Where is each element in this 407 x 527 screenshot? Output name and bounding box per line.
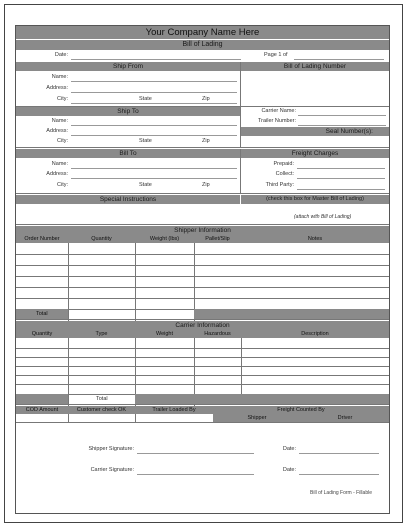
ship-to-name-field[interactable] bbox=[71, 125, 237, 126]
freight-counted-label: Freight Counted By bbox=[213, 406, 389, 414]
trailer-number-label: Trailer Number: bbox=[258, 118, 296, 124]
page-label: Page 1 of bbox=[264, 52, 288, 58]
bill-to-address-label: Address: bbox=[46, 171, 68, 177]
customer-check-label: Customer check OK bbox=[68, 406, 135, 414]
master-bol-note: (attach with Bill of Lading) bbox=[294, 214, 352, 220]
shipper-col-pallet-slip: Pallet/Slip bbox=[194, 235, 241, 243]
bill-to-city-label: City: bbox=[57, 182, 68, 188]
ship-from-address-label: Address: bbox=[46, 85, 68, 91]
carrier-col-weight: Weight bbox=[135, 330, 194, 338]
date-label: Date: bbox=[54, 52, 68, 58]
master-bol-header: (check this box for Master Bill of Lading) bbox=[241, 195, 389, 204]
driver-count-label: Driver bbox=[301, 414, 389, 422]
prepaid-label: Prepaid: bbox=[273, 161, 294, 167]
shipper-count-label: Shipper bbox=[213, 414, 301, 422]
ship-to-header: Ship To bbox=[16, 107, 240, 116]
ship-from-name-field[interactable] bbox=[71, 81, 237, 82]
date-label-2: Date: bbox=[282, 467, 296, 473]
page-field[interactable] bbox=[294, 59, 384, 60]
third-party-field[interactable] bbox=[297, 189, 385, 190]
trailer-number-field[interactable] bbox=[298, 125, 386, 126]
carrier-total-label: Total bbox=[96, 396, 108, 402]
ship-from-zip-label: Zip bbox=[202, 96, 210, 102]
seal-numbers-header: Seal Number(s): bbox=[241, 127, 389, 136]
carrier-info-header: Carrier Information bbox=[16, 321, 389, 330]
shipper-col-quantity: Quantity bbox=[68, 235, 135, 243]
carrier-name-field[interactable] bbox=[298, 115, 386, 116]
bill-to-zip-label: Zip bbox=[202, 182, 210, 188]
carrier-col-hazardous: Hazardous bbox=[194, 330, 241, 338]
prepaid-field[interactable] bbox=[297, 168, 385, 169]
bill-to-state-label: State bbox=[139, 182, 152, 188]
ship-to-name-label: Name: bbox=[51, 118, 68, 124]
ship-to-address-label: Address: bbox=[46, 128, 68, 134]
third-party-label: Third Party: bbox=[265, 182, 294, 188]
bill-to-header: Bill To bbox=[16, 149, 240, 158]
ship-from-city-field[interactable] bbox=[71, 103, 237, 104]
shipper-info-header: Shipper Information bbox=[16, 226, 389, 235]
company-name: Your Company Name Here bbox=[16, 26, 389, 39]
date-field[interactable] bbox=[71, 59, 241, 60]
page bbox=[4, 4, 403, 523]
bill-to-name-field[interactable] bbox=[71, 168, 237, 169]
carrier-col-quantity: Quantity bbox=[16, 330, 68, 338]
date-label-1: Date: bbox=[282, 446, 296, 452]
ship-to-zip-label: Zip bbox=[202, 138, 210, 144]
ship-from-header: Ship From bbox=[16, 62, 240, 71]
carrier-col-description: Description bbox=[241, 330, 389, 338]
bill-of-lading-form bbox=[15, 25, 390, 514]
carrier-signature-label: Carrier Signature: bbox=[90, 467, 134, 473]
date-field-2[interactable] bbox=[299, 474, 379, 475]
document-title: Bill of Lading bbox=[16, 40, 389, 50]
carrier-total-shaded-left bbox=[16, 394, 68, 404]
bill-to-name-label: Name: bbox=[51, 161, 68, 167]
carrier-total-shaded-right bbox=[135, 394, 389, 404]
shipper-signature-field[interactable] bbox=[137, 453, 254, 454]
footer-text: Bill of Lading Form - Fillable bbox=[310, 490, 372, 496]
carrier-signature-field[interactable] bbox=[137, 474, 254, 475]
carrier-name-label: Carrier Name: bbox=[261, 108, 296, 114]
freight-charges-header: Freight Charges bbox=[241, 149, 389, 158]
ship-from-state-label: State bbox=[139, 96, 152, 102]
cod-amount-label: COD Amount bbox=[16, 406, 68, 414]
collect-field[interactable] bbox=[297, 178, 385, 179]
trailer-loaded-label: Trailer Loaded By bbox=[135, 406, 213, 414]
ship-to-state-label: State bbox=[139, 138, 152, 144]
ship-to-address-field[interactable] bbox=[71, 135, 237, 136]
ship-from-address-field[interactable] bbox=[71, 92, 237, 93]
bol-number-header: Bill of Lading Number bbox=[241, 62, 389, 71]
cod-left-shaded bbox=[135, 414, 213, 422]
shipper-col-order-number: Order Number bbox=[16, 235, 68, 243]
carrier-col-type: Type bbox=[68, 330, 135, 338]
ship-from-city-label: City: bbox=[57, 96, 68, 102]
shipper-total-label: Total bbox=[16, 309, 68, 319]
shipper-signature-label: Shipper Signature: bbox=[88, 446, 134, 452]
shipper-total-shaded bbox=[194, 309, 389, 319]
date-field-1[interactable] bbox=[299, 453, 379, 454]
ship-from-name-label: Name: bbox=[51, 74, 68, 80]
ship-to-city-label: City: bbox=[57, 138, 68, 144]
shipper-col-notes: Notes bbox=[241, 235, 389, 243]
special-instructions-header: Special Instructions bbox=[16, 195, 240, 204]
bill-to-address-field[interactable] bbox=[71, 178, 237, 179]
collect-label: Collect: bbox=[275, 171, 294, 177]
shipper-col-weight: Weight (lbs) bbox=[135, 235, 194, 243]
